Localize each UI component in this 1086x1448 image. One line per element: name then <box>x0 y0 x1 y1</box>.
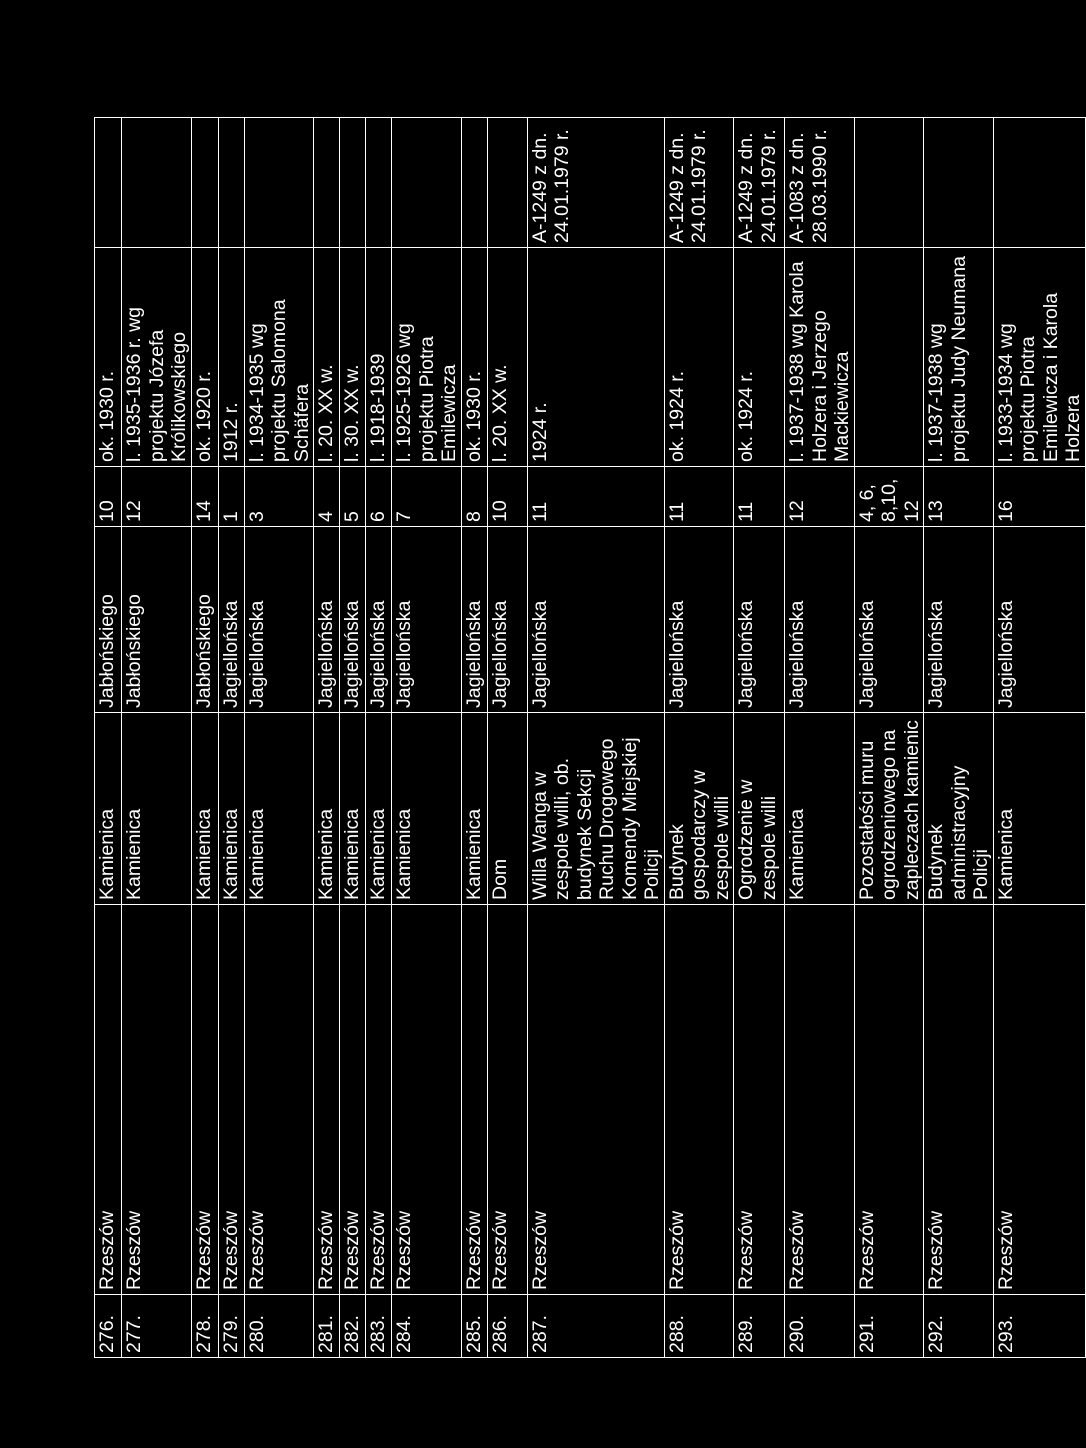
row-number-cell: 287. <box>527 1295 664 1358</box>
register-entry-cell <box>366 118 392 248</box>
object-name-cell: Kamienica <box>340 713 366 905</box>
rotated-table-container <box>94 118 1084 1358</box>
town-cell: Rzeszów <box>527 905 664 1295</box>
town-cell: Rzeszów <box>218 905 244 1295</box>
row-number-cell: 288. <box>664 1295 734 1358</box>
house-number-cell: 10 <box>95 467 122 527</box>
object-name-cell: Kamienica <box>392 713 462 905</box>
dating-cell: l. 1934-1935 wg projektu Salomona Schäfera <box>244 248 314 467</box>
house-number-cell: 7 <box>392 467 462 527</box>
dating-cell: l. 1918-1939 <box>366 248 392 467</box>
house-number-cell: 11 <box>527 467 664 527</box>
object-name-cell: Ogrodzenie w zespole willi <box>734 713 785 905</box>
row-number-cell: 293. <box>993 1295 1085 1358</box>
row-number-cell: 292. <box>924 1295 994 1358</box>
row-number-cell: 290. <box>785 1295 855 1358</box>
register-entry-cell <box>461 118 487 248</box>
row-number-cell: 276. <box>95 1295 122 1358</box>
house-number-cell: 11 <box>664 467 734 527</box>
house-number-cell: 14 <box>191 467 218 527</box>
town-cell: Rzeszów <box>340 905 366 1295</box>
register-entry-cell <box>314 118 340 248</box>
object-name-cell: Willa Wanga w zespole willi, ob. budynek Sekcji Ruchu Drogowego Komendy Miejskiej Policji <box>527 713 664 905</box>
register-entry-cell <box>122 118 192 248</box>
dating-cell: ok. 1924 r. <box>664 248 734 467</box>
dating-cell: l. 20. XX w. <box>314 248 340 467</box>
table-row <box>785 118 855 1358</box>
dating-cell: ok. 1930 r. <box>95 248 122 467</box>
dating-cell: l. 1937-1938 wg Karola Holzera i Jerzego Mackiewicza <box>785 248 855 467</box>
house-number-cell: 16 <box>993 467 1085 527</box>
street-cell: Jabłońskiego <box>95 527 122 713</box>
house-number-cell: 6 <box>366 467 392 527</box>
town-cell: Rzeszów <box>366 905 392 1295</box>
object-name-cell: Dom <box>487 713 527 905</box>
dating-cell <box>854 248 924 467</box>
table-body <box>95 118 1086 1358</box>
object-name-cell: Budynek administracyjny Policji <box>924 713 994 905</box>
object-name-cell: Kamienica <box>366 713 392 905</box>
dating-cell: l. 1933-1934 wg projektu Piotra Emilewicza i Karola Holzera <box>993 248 1085 467</box>
town-cell: Rzeszów <box>785 905 855 1295</box>
street-cell: Jagiellońska <box>734 527 785 713</box>
object-name-cell: Kamienica <box>95 713 122 905</box>
dating-cell: l. 1925-1926 wg projektu Piotra Emilewicza <box>392 248 462 467</box>
street-cell: Jagiellońska <box>218 527 244 713</box>
table-row <box>993 118 1085 1358</box>
register-entry-cell <box>487 118 527 248</box>
street-cell: Jagiellońska <box>366 527 392 713</box>
register-entry-cell <box>95 118 122 248</box>
town-cell: Rzeszów <box>95 905 122 1295</box>
table-row <box>664 118 734 1358</box>
register-entry-cell: A-1083 z dn. 28.03.1990 r. <box>785 118 855 248</box>
object-name-cell: Kamienica <box>993 713 1085 905</box>
object-name-cell: Kamienica <box>314 713 340 905</box>
row-number-cell: 279. <box>218 1295 244 1358</box>
register-entry-cell <box>340 118 366 248</box>
street-cell: Jagiellońska <box>924 527 994 713</box>
row-number-cell: 289. <box>734 1295 785 1358</box>
row-number-cell: 285. <box>461 1295 487 1358</box>
house-number-cell: 12 <box>785 467 855 527</box>
monument-register-table <box>94 117 1086 1358</box>
register-entry-cell <box>924 118 994 248</box>
table-row <box>392 118 462 1358</box>
house-number-cell: 3 <box>244 467 314 527</box>
object-name-cell: Kamienica <box>218 713 244 905</box>
register-entry-cell: A-1249 z dn. 24.01.1979 r. <box>664 118 734 248</box>
street-cell: Jagiellońska <box>244 527 314 713</box>
town-cell: Rzeszów <box>314 905 340 1295</box>
town-cell: Rzeszów <box>993 905 1085 1295</box>
row-number-cell: 284. <box>392 1295 462 1358</box>
house-number-cell: 13 <box>924 467 994 527</box>
house-number-cell: 5 <box>340 467 366 527</box>
street-cell: Jabłońskiego <box>122 527 192 713</box>
town-cell: Rzeszów <box>122 905 192 1295</box>
register-entry-cell <box>244 118 314 248</box>
dating-cell: ok. 1920 r. <box>191 248 218 467</box>
town-cell: Rzeszów <box>734 905 785 1295</box>
street-cell: Jagiellońska <box>314 527 340 713</box>
street-cell: Jagiellońska <box>785 527 855 713</box>
street-cell: Jagiellońska <box>854 527 924 713</box>
house-number-cell: 4 <box>314 467 340 527</box>
street-cell: Jabłońskiego <box>191 527 218 713</box>
object-name-cell: Kamienica <box>244 713 314 905</box>
house-number-cell: 12 <box>122 467 192 527</box>
object-name-cell: Kamienica <box>122 713 192 905</box>
table-row <box>122 118 192 1358</box>
register-entry-cell <box>993 118 1085 248</box>
dating-cell: 1924 r. <box>527 248 664 467</box>
table-row <box>527 118 664 1358</box>
house-number-cell: 1 <box>218 467 244 527</box>
row-number-cell: 281. <box>314 1295 340 1358</box>
register-entry-cell <box>392 118 462 248</box>
object-name-cell: Kamienica <box>191 713 218 905</box>
table-row <box>244 118 314 1358</box>
object-name-cell: Kamienica <box>461 713 487 905</box>
table-row <box>366 118 392 1358</box>
street-cell: Jagiellońska <box>340 527 366 713</box>
street-cell: Jagiellońska <box>487 527 527 713</box>
table-row <box>340 118 366 1358</box>
register-entry-cell: A-1249 z dn. 24.01.1979 r. <box>527 118 664 248</box>
register-entry-cell <box>854 118 924 248</box>
table-row <box>924 118 994 1358</box>
row-number-cell: 282. <box>340 1295 366 1358</box>
street-cell: Jagiellońska <box>461 527 487 713</box>
town-cell: Rzeszów <box>924 905 994 1295</box>
street-cell: Jagiellońska <box>527 527 664 713</box>
dating-cell: l. 30. XX w. <box>340 248 366 467</box>
dating-cell: ok. 1930 r. <box>461 248 487 467</box>
register-entry-cell: A-1249 z dn. 24.01.1979 r. <box>734 118 785 248</box>
dating-cell: l. 20. XX w. <box>487 248 527 467</box>
object-name-cell: Budynek gospodarczy w zespole willi <box>664 713 734 905</box>
town-cell: Rzeszów <box>664 905 734 1295</box>
row-number-cell: 286. <box>487 1295 527 1358</box>
table-row <box>487 118 527 1358</box>
dating-cell: l. 1937-1938 wg projektu Judy Neumana <box>924 248 994 467</box>
town-cell: Rzeszów <box>487 905 527 1295</box>
object-name-cell: Pozostałości muru ogrodzeniowego na zapleczach kamienic <box>854 713 924 905</box>
table-row <box>734 118 785 1358</box>
town-cell: Rzeszów <box>244 905 314 1295</box>
street-cell: Jagiellońska <box>392 527 462 713</box>
house-number-cell: 8 <box>461 467 487 527</box>
row-number-cell: 280. <box>244 1295 314 1358</box>
house-number-cell: 4, 6, 8,10, 12 <box>854 467 924 527</box>
table-row <box>461 118 487 1358</box>
table-row <box>314 118 340 1358</box>
object-name-cell: Kamienica <box>785 713 855 905</box>
register-entry-cell <box>191 118 218 248</box>
table-row <box>95 118 122 1358</box>
house-number-cell: 10 <box>487 467 527 527</box>
street-cell: Jagiellońska <box>993 527 1085 713</box>
dating-cell: ok. 1924 r. <box>734 248 785 467</box>
house-number-cell: 11 <box>734 467 785 527</box>
row-number-cell: 277. <box>122 1295 192 1358</box>
table-row <box>218 118 244 1358</box>
table-row <box>854 118 924 1358</box>
town-cell: Rzeszów <box>854 905 924 1295</box>
town-cell: Rzeszów <box>392 905 462 1295</box>
street-cell: Jagiellońska <box>664 527 734 713</box>
dating-cell: 1912 r. <box>218 248 244 467</box>
dating-cell: l. 1935-1936 r. wg projektu Józefa Królikowskiego <box>122 248 192 467</box>
row-number-cell: 283. <box>366 1295 392 1358</box>
town-cell: Rzeszów <box>191 905 218 1295</box>
register-entry-cell <box>218 118 244 248</box>
row-number-cell: 291. <box>854 1295 924 1358</box>
town-cell: Rzeszów <box>461 905 487 1295</box>
row-number-cell: 278. <box>191 1295 218 1358</box>
table-row <box>191 118 218 1358</box>
